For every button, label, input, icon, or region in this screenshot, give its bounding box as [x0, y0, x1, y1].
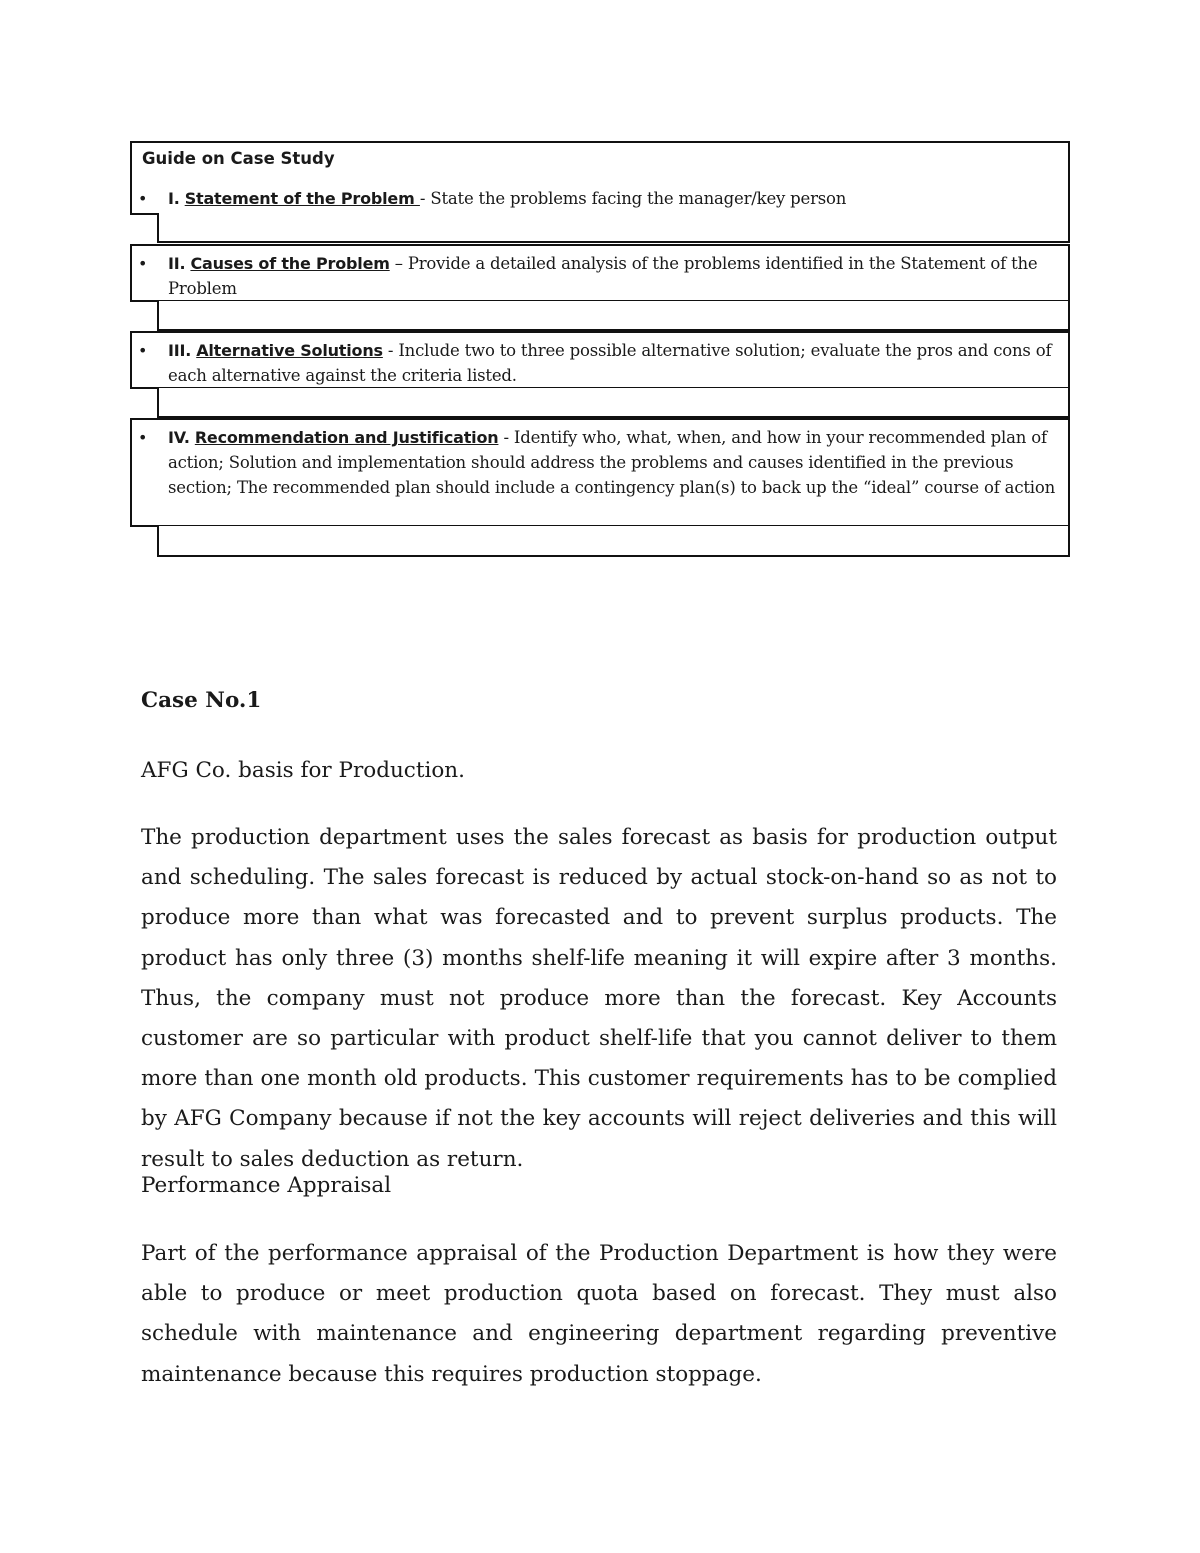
guide-title: Guide on Case Study — [142, 149, 335, 168]
bullet-icon: • — [138, 341, 148, 360]
section-number: I. — [168, 189, 180, 208]
guide-spacer-row — [157, 388, 1070, 418]
guide-box-section-1 — [130, 141, 1070, 215]
guide-spacer-row — [157, 526, 1070, 557]
guide-item-statement-of-problem — [138, 186, 1058, 211]
bullet-icon: • — [138, 189, 148, 208]
guide-item-alternative-solutions — [138, 338, 1058, 388]
section-number: IV. — [168, 428, 190, 447]
guide-item-causes-of-problem — [138, 251, 1058, 301]
guide-spacer-row — [157, 213, 1070, 243]
section-heading: Recommendation and Justification — [194, 428, 499, 447]
section-heading: Causes of the Problem — [190, 254, 390, 273]
guide-box-section-3 — [130, 331, 1070, 389]
section-description: – Provide a detailed analysis of the problems identified in the Statement of the Problem — [168, 254, 1038, 298]
section-heading: Statement of the Problem — [184, 189, 420, 208]
guide-item-recommendation-justification — [138, 425, 1058, 500]
section-heading: Alternative Solutions — [196, 341, 383, 360]
guide-box-section-2 — [130, 244, 1070, 302]
guide-box-section-4 — [130, 418, 1070, 527]
case-study-guide-table — [0, 0, 1200, 600]
section-description: - State the problems facing the manager/key person — [419, 189, 847, 208]
case-title: Case No.1 — [141, 688, 262, 713]
case-paragraph-performance: Part of the performance appraisal of the Production Department is how they were able to produce or meet production quota based on forecast. They must also schedule with maintenance and engineering department regarding preventive maintenance because this requires production stoppage. — [141, 1241, 1057, 1387]
section-number: II. — [168, 254, 186, 273]
guide-spacer-row — [157, 301, 1070, 331]
bullet-icon: • — [138, 428, 148, 447]
section-description: - Identify who, what, when, and how in your recommended plan of action; Solution and implementation should address the problems and causes identified in the previous section; The recommended plan should include a contingency plan(s) to back up the “ideal” course of action — [168, 428, 1056, 497]
section-number: III. — [168, 341, 192, 360]
section-heading-performance-appraisal: Performance Appraisal — [141, 1173, 392, 1198]
case-subtitle: AFG Co. basis for Production. — [141, 758, 465, 783]
case-paragraph-production: The production department uses the sales forecast as basis for production output and scheduling. The sales forecast is reduced by actual stock-on-hand so as not to produce more than what was forecasted and to prevent surplus products. The product has only three (3) months shelf-life meaning it will expire after 3 months. Thus, the company must not produce more than the forecast. Key Accounts customer are so particular with product shelf-life that you cannot deliver to them more than one month old products. This customer requirements has to be complied by AFG Company because if not the key accounts will reject deliveries and this will result to sales deduction as return. — [141, 825, 1057, 1172]
bullet-icon: • — [138, 254, 148, 273]
section-description: - Include two to three possible alternative solution; evaluate the pros and cons of each alternative against the criteria listed. — [168, 341, 1052, 385]
